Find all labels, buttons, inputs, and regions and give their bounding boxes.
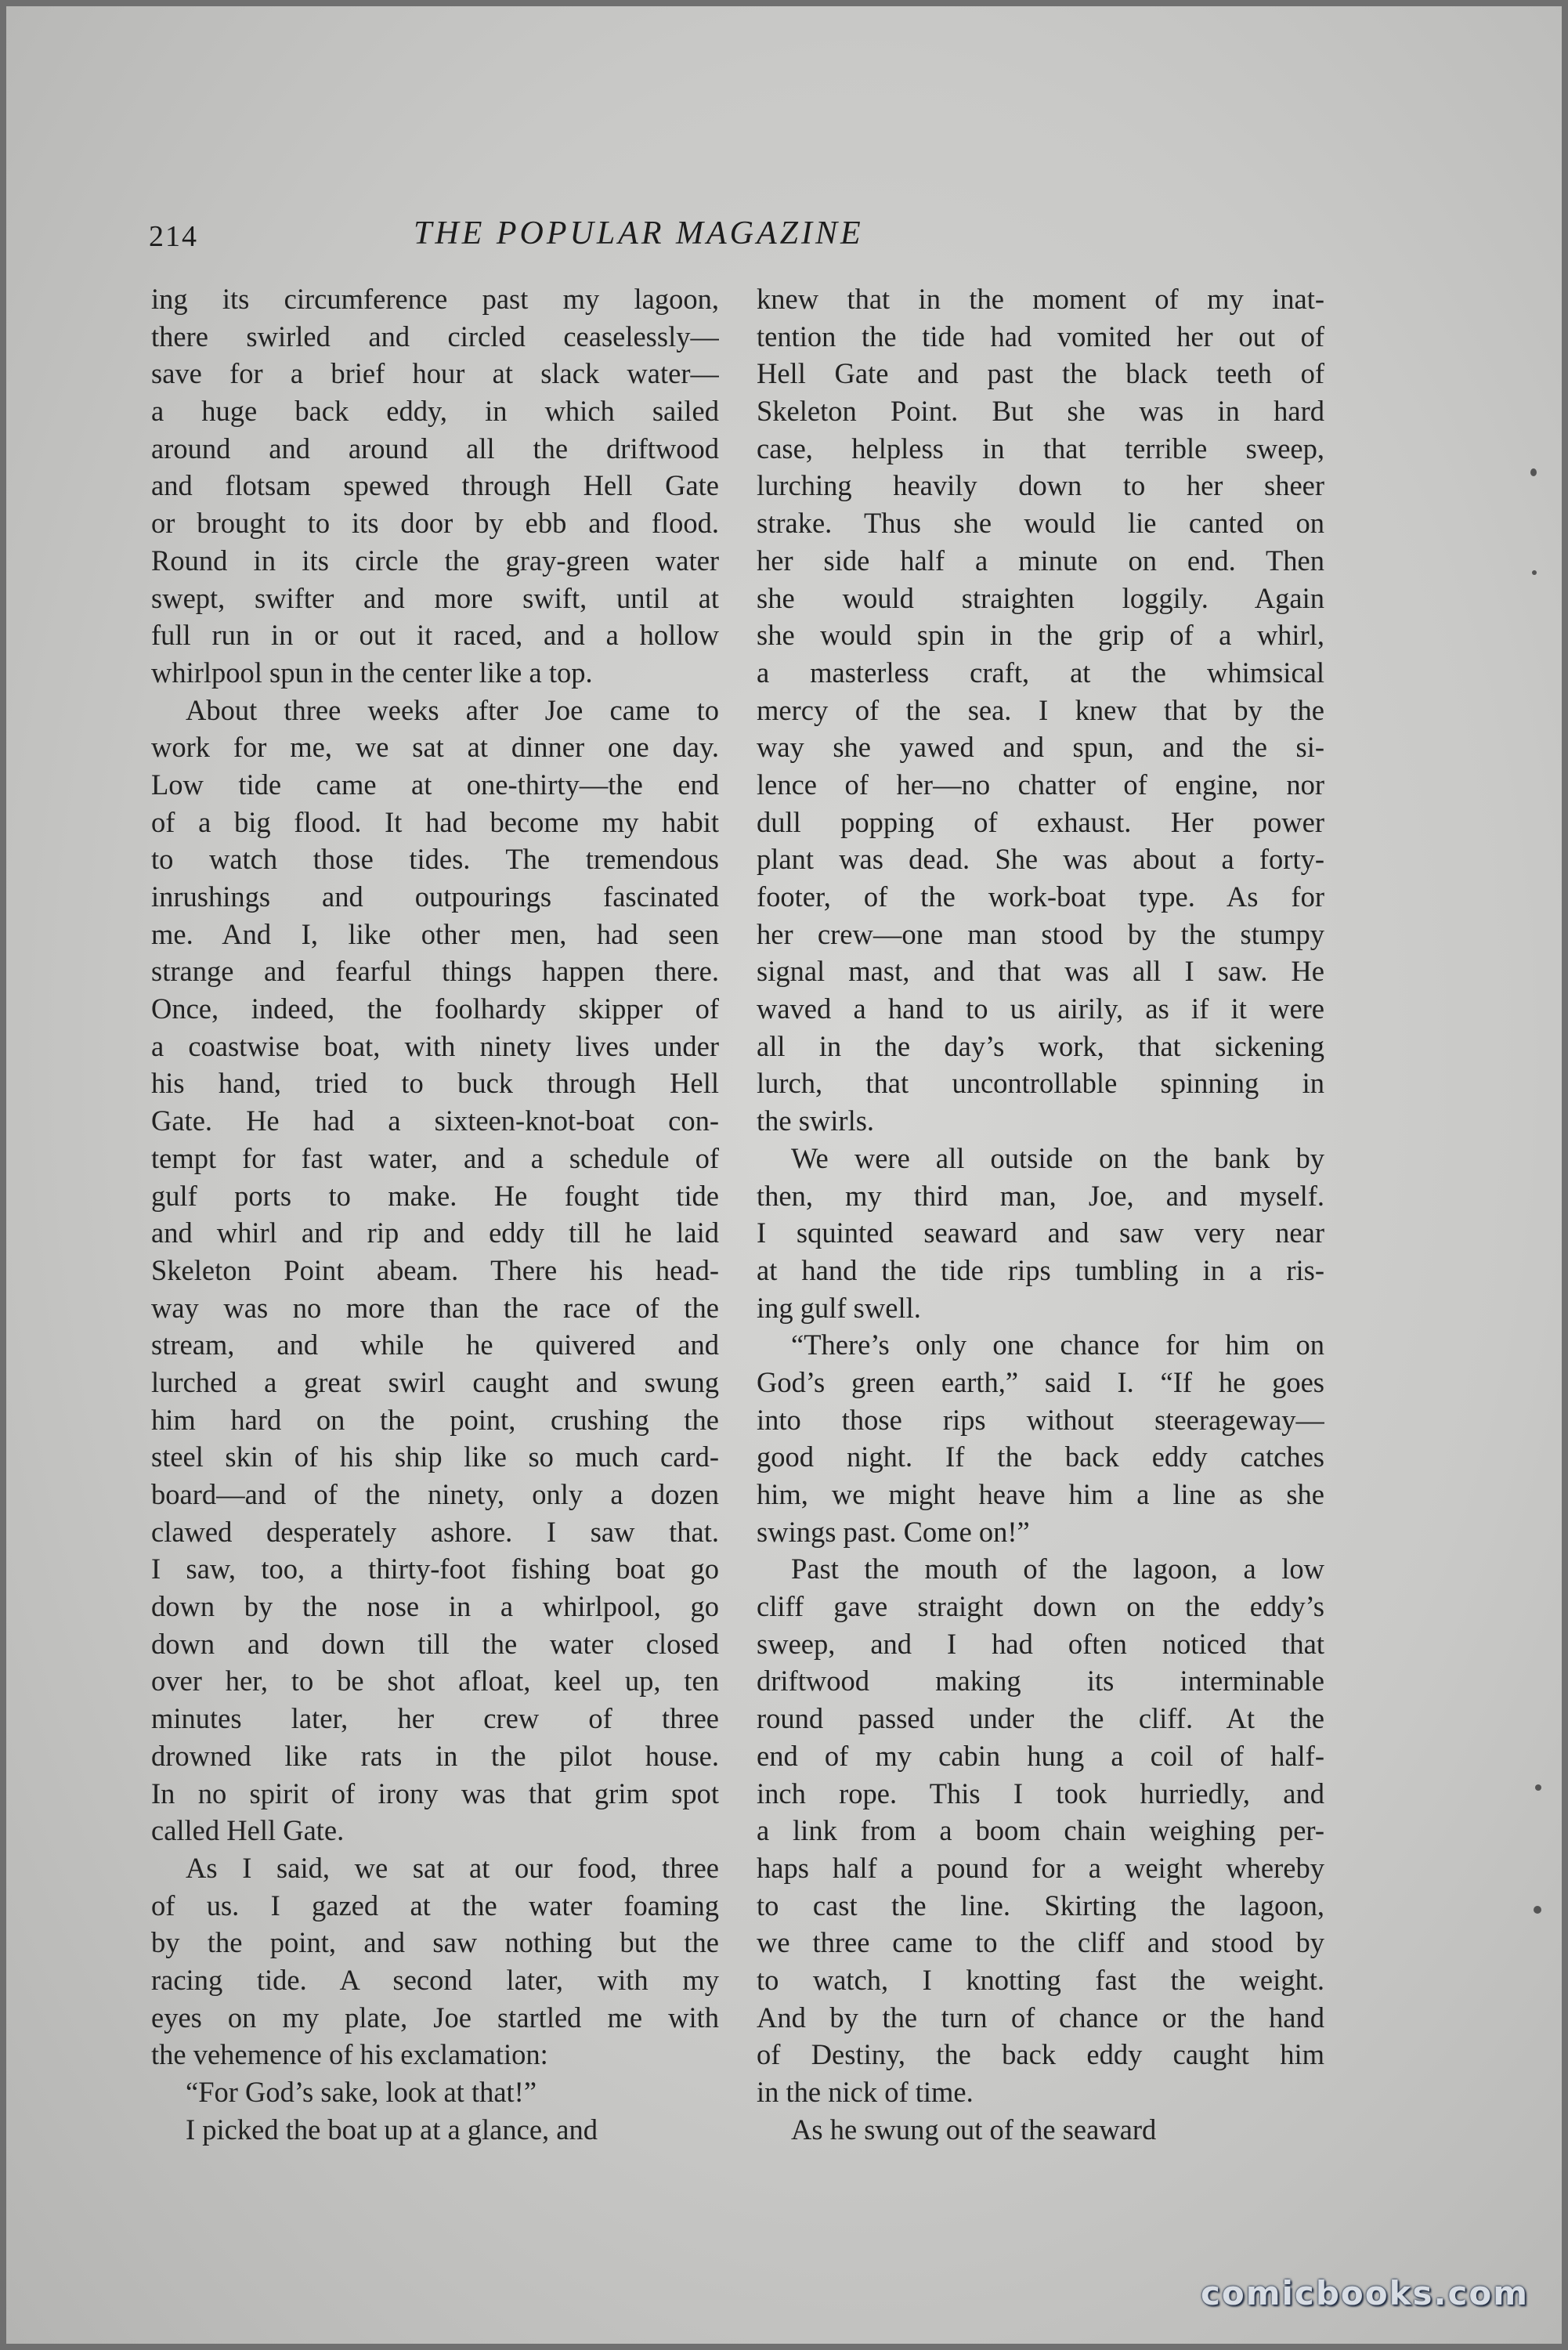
- left-column-line: Gate. He had a sixteen-knot-boat con-: [151, 1104, 719, 1137]
- left-column-line: and flotsam spewed through Hell Gate: [151, 469, 719, 502]
- scan-speck: [1535, 1784, 1541, 1791]
- right-column-line: she would spin in the grip of a whirl,: [757, 619, 1324, 652]
- right-column-line: sweep, and I had often noticed that: [757, 1627, 1324, 1660]
- left-column-line: As I said, we sat at our food, three: [186, 1851, 719, 1884]
- right-column-line: dull popping of exhaust. Her power: [757, 805, 1324, 838]
- page-number: 214: [149, 220, 198, 253]
- left-column-line: swept, swifter and more swift, until at: [151, 581, 719, 614]
- right-column-line: tention the tide had vomited her out of: [757, 320, 1324, 352]
- right-column-line: haps half a pound for a weight whereby: [757, 1851, 1324, 1884]
- right-column-line: she would straighten loggily. Again: [757, 581, 1324, 614]
- right-column-line: We were all outside on the bank by: [791, 1141, 1324, 1174]
- right-column-line: Skeleton Point. But she was in hard: [757, 395, 1324, 428]
- right-column-line: a masterless craft, at the whimsical: [757, 656, 1324, 689]
- right-column-line: lurch, that uncontrollable spinning in: [757, 1067, 1324, 1100]
- scan-speck: [1534, 1906, 1541, 1914]
- right-column-line: As he swung out of the seaward: [791, 2113, 1157, 2146]
- left-column-line: to watch those tides. The tremendous: [151, 843, 719, 876]
- right-column-line: the swirls.: [757, 1104, 875, 1137]
- left-column-line: strange and fearful things happen there.: [151, 955, 719, 988]
- magazine-page: [6, 6, 1562, 2344]
- right-column-line: to cast the line. Skirting the lagoon,: [757, 1889, 1324, 1922]
- left-column-line: called Hell Gate.: [151, 1814, 345, 1847]
- right-column-line: swings past. Come on!”: [757, 1515, 1030, 1548]
- left-column-line: Once, indeed, the foolhardy skipper of: [151, 992, 719, 1025]
- left-column-line: I saw, too, a thirty-foot fishing boat go: [151, 1553, 719, 1585]
- left-column-line: gulf ports to make. He fought tide: [151, 1179, 719, 1212]
- left-column-line: down and down till the water closed: [151, 1627, 719, 1660]
- right-column-line: him, we might heave him a line as she: [757, 1478, 1324, 1510]
- left-column-line: board—and of the ninety, only a dozen: [151, 1478, 719, 1510]
- right-column-line: “There’s only one chance for him on: [791, 1329, 1324, 1361]
- right-column-line: her crew—one man stood by the stumpy: [757, 917, 1324, 950]
- right-column-line: mercy of the sea. I knew that by the: [757, 693, 1324, 726]
- left-column-line: of a big flood. It had become my habit: [151, 805, 719, 838]
- left-column-line: work for me, we sat at dinner one day.: [151, 731, 719, 764]
- left-column-line: steel skin of his ship like so much card-: [151, 1441, 719, 1473]
- right-column-line: ing gulf swell.: [757, 1291, 921, 1324]
- right-column-line: to watch, I knotting fast the weight.: [757, 1963, 1324, 1996]
- right-column-line: at hand the tide rips tumbling in a ris-: [757, 1253, 1324, 1286]
- left-column-line: me. And I, like other men, had seen: [151, 917, 719, 950]
- right-column-line: driftwood making its interminable: [757, 1665, 1324, 1697]
- left-column-line: ing its circumference past my lagoon,: [151, 283, 719, 315]
- left-column-line: a coastwise boat, with ninety lives under: [151, 1029, 719, 1062]
- running-head: THE POPULAR MAGAZINE: [414, 215, 864, 251]
- right-column-line: cliff gave straight down on the eddy’s: [757, 1590, 1324, 1623]
- left-column-line: a huge back eddy, in which sailed: [151, 395, 719, 428]
- right-column-line: in the nick of time.: [757, 2076, 974, 2108]
- right-column-line: lence of her—no chatter of engine, nor: [757, 768, 1324, 801]
- right-column-line: Past the mouth of the lagoon, a low: [791, 1553, 1324, 1585]
- left-column-line: whirlpool spun in the center like a top.: [151, 656, 593, 689]
- scan-speck: [1532, 570, 1537, 575]
- right-column-line: knew that in the moment of my inat-: [757, 283, 1324, 315]
- left-column-line: over her, to be shot afloat, keel up, ten: [151, 1665, 719, 1697]
- right-column-line: then, my third man, Joe, and myself.: [757, 1179, 1324, 1212]
- right-column-line: we three came to the cliff and stood by: [757, 1926, 1324, 1959]
- right-column-line: strake. Thus she would lie canted on: [757, 507, 1324, 540]
- right-column-line: inch rope. This I took hurriedly, and: [757, 1777, 1324, 1810]
- left-column-line: stream, and while he quivered and: [151, 1329, 719, 1361]
- left-column-line: around and around all the driftwood: [151, 432, 719, 465]
- right-column-line: of Destiny, the back eddy caught him: [757, 2038, 1324, 2071]
- site-watermark: comicbooks.com: [1201, 2274, 1529, 2312]
- right-column-line: round passed under the cliff. At the: [757, 1702, 1324, 1735]
- right-column-line: way she yawed and spun, and the si-: [757, 731, 1324, 764]
- right-column-line: a link from a boom chain weighing per-: [757, 1814, 1324, 1847]
- left-column-line: eyes on my plate, Joe startled me with: [151, 2001, 719, 2034]
- left-column-line: drowned like rats in the pilot house.: [151, 1739, 719, 1772]
- left-column-line: clawed desperately ashore. I saw that.: [151, 1515, 719, 1548]
- right-text-column: [757, 280, 1324, 2148]
- left-column-line: I picked the boat up at a glance, and: [186, 2113, 598, 2146]
- left-column-line: Low tide came at one-thirty—the end: [151, 768, 719, 801]
- right-column-line: all in the day’s work, that sickening: [757, 1029, 1324, 1062]
- right-column-line: case, helpless in that terrible sweep,: [757, 432, 1324, 465]
- right-column-line: I squinted seaward and saw very near: [757, 1217, 1324, 1249]
- right-column-line: into those rips without steerageway—: [757, 1403, 1324, 1436]
- right-column-line: signal mast, and that was all I saw. He: [757, 955, 1324, 988]
- left-column-line: inrushings and outpourings fascinated: [151, 880, 719, 913]
- left-column-line: Skeleton Point abeam. There his head-: [151, 1253, 719, 1286]
- left-column-line: by the point, and saw nothing but the: [151, 1926, 719, 1959]
- left-column-line: the vehemence of his exclamation:: [151, 2038, 548, 2071]
- left-column-line: racing tide. A second later, with my: [151, 1963, 719, 1996]
- left-column-line: “For God’s sake, look at that!”: [186, 2076, 537, 2108]
- right-column-line: waved a hand to us airily, as if it were: [757, 992, 1324, 1025]
- right-column-line: God’s green earth,” said I. “If he goes: [757, 1365, 1324, 1398]
- right-column-line: lurching heavily down to her sheer: [757, 469, 1324, 502]
- left-column-line: About three weeks after Joe came to: [186, 693, 719, 726]
- left-column-line: or brought to its door by ebb and flood.: [151, 507, 719, 540]
- left-column-line: tempt for fast water, and a schedule of: [151, 1141, 719, 1174]
- right-column-line: And by the turn of chance or the hand: [757, 2001, 1324, 2034]
- left-column-line: down by the nose in a whirlpool, go: [151, 1590, 719, 1623]
- left-column-line: save for a brief hour at slack water—: [151, 357, 719, 390]
- scan-speck: [1530, 468, 1537, 476]
- left-column-line: of us. I gazed at the water foaming: [151, 1889, 719, 1922]
- left-column-line: Round in its circle the gray-green water: [151, 544, 719, 577]
- left-column-line: there swirled and circled ceaselessly—: [151, 320, 719, 352]
- left-column-line: his hand, tried to buck through Hell: [151, 1067, 719, 1100]
- left-column-line: full run in or out it raced, and a hollow: [151, 619, 719, 652]
- right-column-line: Hell Gate and past the black teeth of: [757, 357, 1324, 390]
- left-column-line: minutes later, her crew of three: [151, 1702, 719, 1735]
- right-column-line: end of my cabin hung a coil of half-: [757, 1739, 1324, 1772]
- right-column-line: good night. If the back eddy catches: [757, 1441, 1324, 1473]
- left-column-line: and whirl and rip and eddy till he laid: [151, 1217, 719, 1249]
- left-column-line: him hard on the point, crushing the: [151, 1403, 719, 1436]
- left-text-column: [151, 280, 719, 2148]
- left-column-line: In no spirit of irony was that grim spot: [151, 1777, 719, 1810]
- right-column-line: her side half a minute on end. Then: [757, 544, 1324, 577]
- left-column-line: lurched a great swirl caught and swung: [151, 1365, 719, 1398]
- left-column-line: way was no more than the race of the: [151, 1291, 719, 1324]
- right-column-line: plant was dead. She was about a forty-: [757, 843, 1324, 876]
- right-column-line: footer, of the work-boat type. As for: [757, 880, 1324, 913]
